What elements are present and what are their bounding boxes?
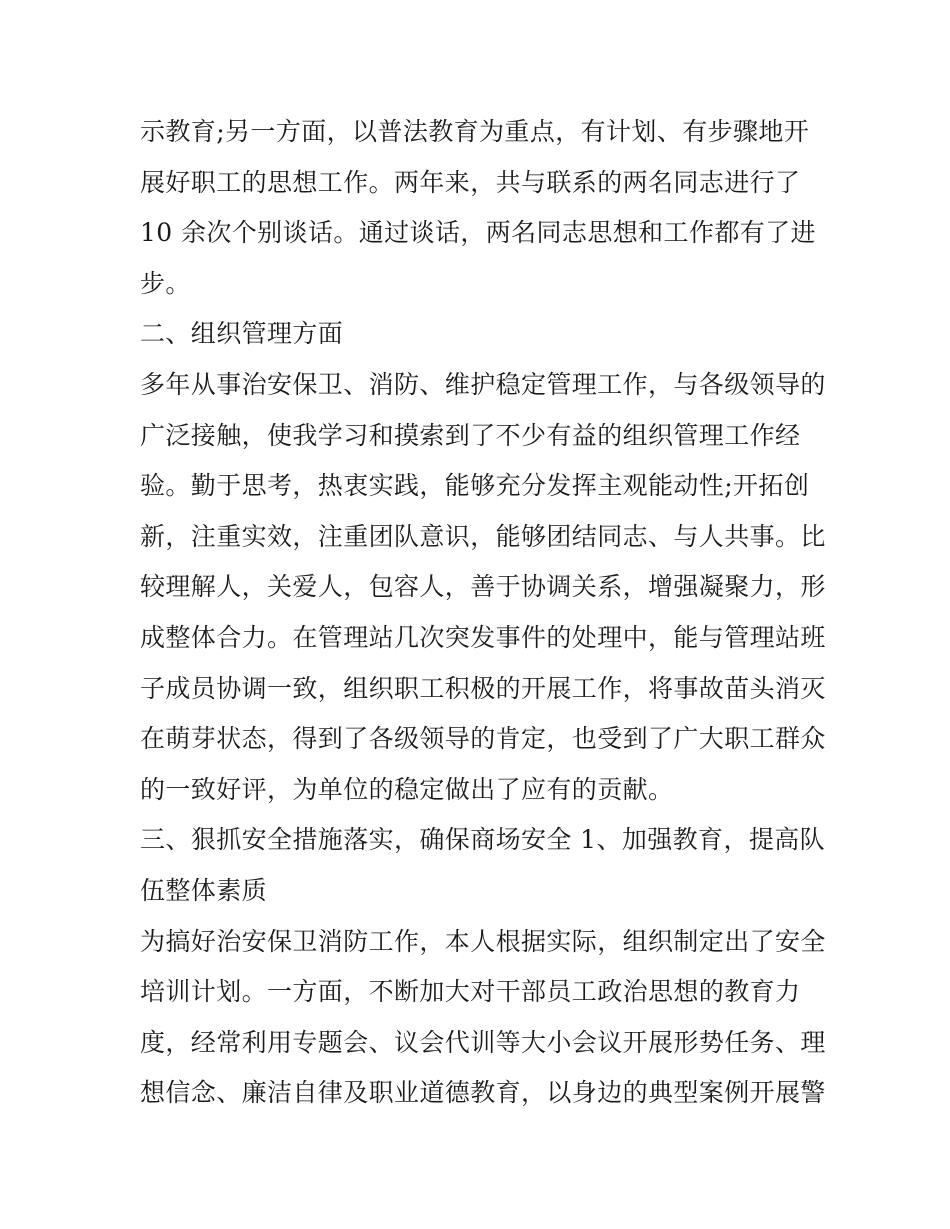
paragraph-line: 的一致好评，为单位的稳定做出了应有的贡献。 bbox=[140, 774, 674, 804]
paragraph-line: 示教育;另一方面，以普法教育为重点，有计划、有步骤地开 bbox=[140, 117, 810, 146]
paragraph-line: 多年从事治安保卫、消防、维护稳定管理工作，与各级领导的 bbox=[140, 369, 826, 399]
section-heading: 二、组织管理方面 bbox=[140, 319, 344, 349]
paragraph-line: 验。勤于思考，热衷实践，能够充分发挥主观能动性;开拓创 bbox=[140, 471, 810, 501]
paragraph-line: 较理解人，关爱人，包容人，善于协调关系，增强凝聚力，形 bbox=[140, 572, 826, 602]
paragraph-line: 子成员协调一致，组织职工积极的开展工作，将事故苗头消灭 bbox=[140, 673, 826, 703]
paragraph-line: 度，经常利用专题会、议会代训等大小会议开展形势任务、理 bbox=[140, 1027, 826, 1057]
document-body bbox=[140, 107, 826, 1119]
paragraph-line: 步。 bbox=[140, 268, 191, 298]
paragraph-line: 成整体合力。在管理站几次突发事件的处理中，能与管理站班 bbox=[140, 622, 826, 652]
paragraph-line: 新，注重实效，注重团队意识，能够团结同志、与人共事。比 bbox=[140, 521, 826, 551]
section-heading: 三、狠抓安全措施落实，确保商场安全 1、加强教育，提高队 bbox=[140, 825, 826, 855]
section-heading: 伍整体素质 bbox=[140, 875, 268, 905]
paragraph-line: 广泛接触，使我学习和摸索到了不少有益的组织管理工作经 bbox=[140, 420, 801, 450]
paragraph-line: 为搞好治安保卫消防工作，本人根据实际，组织制定出了安全 bbox=[140, 926, 826, 956]
paragraph-line: 培训计划。一方面，不断加大对干部员工政治思想的教育力 bbox=[140, 977, 801, 1007]
paragraph-line: 展好职工的思想工作。两年来，共与联系的两名同志进行了 bbox=[140, 167, 801, 197]
paragraph-line: 在萌芽状态，得到了各级领导的肯定，也受到了广大职工群众 bbox=[140, 724, 826, 754]
paragraph-line: 想信念、廉洁自律及职业道德教育，以身边的典型案例开展警 bbox=[140, 1078, 826, 1108]
paragraph-line: 10 余次个别谈话。通过谈话，两名同志思想和工作都有了进 bbox=[140, 218, 816, 248]
